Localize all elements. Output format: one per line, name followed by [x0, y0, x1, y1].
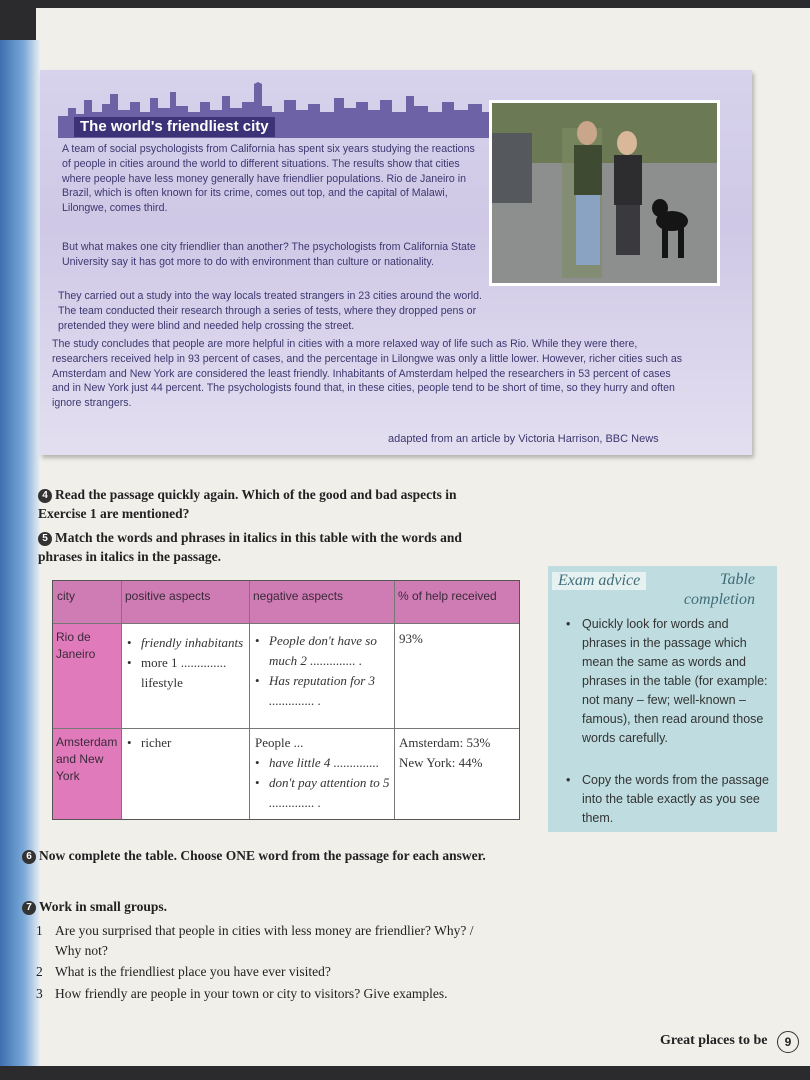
table-divider: [53, 728, 519, 729]
rio-negative-1: People don't have so much 2 .............. .: [269, 633, 377, 668]
ams-help-amsterdam: Amsterdam: 53%: [399, 735, 491, 750]
exam-advice-tab: Exam advice: [552, 572, 646, 590]
question-number: 2: [36, 964, 43, 979]
question-number: 1: [36, 923, 43, 938]
exam-advice-item-2: • Copy the words from the passage into the table exactly as you see them.: [566, 773, 769, 825]
ams-negative-intro: People ...: [255, 735, 304, 750]
discussion-question: [36, 984, 496, 1004]
ams-positive-1: richer: [141, 735, 172, 750]
discussion-question: [36, 962, 496, 982]
exercise-6-text: Now complete the table. Choose ONE word from the passage for each answer.: [39, 848, 486, 863]
footer-section-title: Great places to be: [660, 1033, 768, 1048]
page-number: 9: [777, 1031, 799, 1053]
rio-help-percent: 93%: [399, 631, 423, 646]
exercise-7-text: Work in small groups.: [39, 899, 168, 914]
article-paragraph-1: A team of social psychologists from California has spent six years studying the reactions of people in cities around the world to different situations. The results show that cities where people have less money generally have friendlier populations. Rio de Janeiro in Brazil, which is often known for its crime, comes out top, and the capital of Malawi, Lilongwe, comes third.: [62, 143, 475, 215]
exam-advice-item-2-text: Copy the words from the passage into the table exactly as you see them.: [582, 773, 769, 825]
table-divider: [394, 581, 395, 819]
exam-advice-subtitle: Table completion: [683, 571, 755, 608]
rio-positive-1: friendly inhabitants: [141, 635, 244, 650]
exercise-4: [38, 485, 508, 523]
ams-help-percent: [399, 733, 517, 773]
article-paragraph-3: They carried out a study into the way locals treated strangers in 23 cities around the world. The team conducted their research through a series of tests, where they dropped pens or pretended they were blind and needed help crossing the street.: [58, 290, 482, 332]
table-divider: [53, 623, 519, 624]
header-help: % of help received: [394, 581, 519, 623]
ams-help-newyork: New York: 44%: [399, 755, 483, 770]
table-divider: [121, 581, 122, 819]
discussion-question: [36, 921, 496, 961]
ams-positive: • richer: [127, 735, 172, 750]
exam-advice-item-1-text: Quickly look for words and phrases in the passage which mean the same as words and phrases in the table (for example: not many – few; well-known – famous), then read around those words carefully.: [582, 617, 768, 745]
page-shadow: [0, 1066, 810, 1080]
exercise-5-text: Match the words and phrases in italics in this table with the words and phrases in italics in the passage.: [38, 530, 462, 564]
ams-negative: People ... • have little 4 .............. • don't pay attention to 5 .............. .: [255, 733, 393, 813]
article-photo: [489, 100, 720, 286]
article-paragraph-4: The study concludes that people are more helpful in cities with a more relaxed way of life such as Rio. While they were there, researchers received help in 93 percent of cases, and the percentage in Lilongwe was only a little lower. However, richer cities such as Amsterdam and New York are considered the least friendly. Inhabitants of Amsterdam helped the researchers in 53 percent of cases and in New York just 44 percent. The psychologists found that, in these cities, people tend to be short of time, so they hurry and often ignore strangers.: [52, 338, 683, 410]
exercise-number: 6: [22, 850, 36, 864]
exam-advice-item-1: • Quickly look for words and phrases in the passage which mean the same as words and phrases in the table (for example: not many – few; well-known – famous), then read around those words carefully.: [566, 617, 768, 745]
row-ams-city: Amsterdam and New York: [53, 728, 121, 819]
exercise-number: 4: [38, 489, 52, 503]
exercise-4-text: Read the passage quickly again. Which of the good and bad aspects in Exercise 1 are mentioned?: [38, 487, 457, 521]
table-divider: [249, 581, 250, 819]
exercise-7: [22, 897, 522, 916]
exercise-number: 5: [38, 532, 52, 546]
question-text: Are you surprised that people in cities with less money are friendlier? Why? / Why not?: [55, 923, 474, 958]
question-number: 3: [36, 986, 43, 1001]
rio-positive-2: more 1 .............. lifestyle: [141, 655, 227, 690]
rio-positive: • friendly inhabitants • more 1 .............. lifestyle: [127, 635, 244, 690]
question-text: What is the friendliest place you have ever visited?: [55, 964, 331, 979]
article-credit: adapted from an article by Victoria Harrison, BBC News: [388, 433, 659, 445]
ams-negative-2: don't pay attention to 5 .............. .: [269, 775, 390, 810]
header-negative: negative aspects: [249, 581, 394, 623]
rio-negative: • People don't have so much 2 .............. . • Has reputation for 3 .............. .: [255, 633, 377, 708]
article-title: The world's friendliest city: [74, 117, 275, 137]
rio-negative-2: Has reputation for 3 .............. .: [269, 673, 376, 708]
article-paragraph-2: But what makes one city friendlier than another? The psychologists from California State University say it has got more to do with environment than culture or nationality.: [62, 241, 476, 268]
completion-table: [52, 580, 520, 820]
exercise-6: [22, 846, 522, 865]
ams-negative-1: have little 4 ..............: [269, 755, 380, 770]
facing-page-edge: [0, 40, 40, 1080]
exercise-5: [38, 528, 508, 566]
exercise-number: 7: [22, 901, 36, 915]
header-city: city: [53, 581, 121, 623]
header-positive: positive aspects: [121, 581, 249, 623]
question-text: How friendly are people in your town or city to visitors? Give examples.: [55, 986, 448, 1001]
row-rio-city: Rio de Janeiro: [53, 623, 121, 728]
